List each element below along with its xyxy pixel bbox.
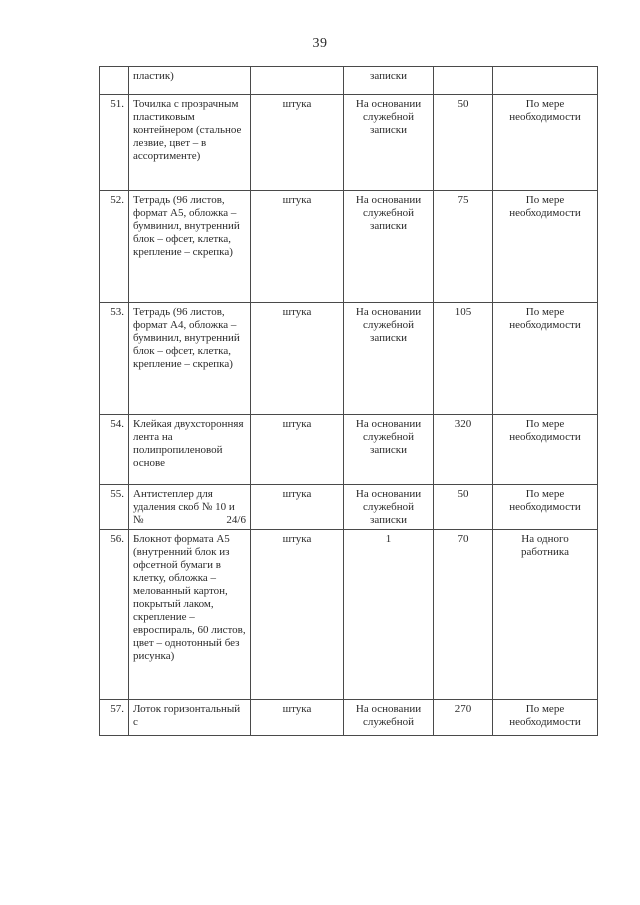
item-quantity: 270: [434, 700, 493, 736]
table-row: [100, 95, 598, 191]
item-number: 53.: [100, 303, 129, 415]
table-row: [100, 415, 598, 485]
item-basis: На основании служебной записки: [344, 95, 434, 191]
item-basis: На основании служебной: [344, 700, 434, 736]
item-unit: штука: [251, 415, 344, 485]
supply-table: [99, 66, 598, 736]
item-period: По мере необходимости: [493, 191, 598, 303]
item-quantity: 50: [434, 95, 493, 191]
item-quantity: 320: [434, 415, 493, 485]
item-number: 55.: [100, 485, 129, 530]
item-quantity: 50: [434, 485, 493, 530]
item-period: [493, 67, 598, 95]
item-name: Тетрадь (96 листов, формат А4, обложка – бумвинил, внутренний блок – офсет, клетка, крепление – скрепка): [129, 303, 251, 415]
item-period: На одного работника: [493, 530, 598, 700]
item-period: По мере необходимости: [493, 95, 598, 191]
item-basis: записки: [344, 67, 434, 95]
item-number: 54.: [100, 415, 129, 485]
item-period: По мере необходимости: [493, 303, 598, 415]
item-basis: На основании служебной записки: [344, 191, 434, 303]
item-period: По мере необходимости: [493, 415, 598, 485]
item-name: Антистеплер для удаления скоб № 10 и № 24/6: [129, 485, 251, 530]
item-name: Точилка с прозрачным пластиковым контейнером (стальное лезвие, цвет – в ассортименте): [129, 95, 251, 191]
item-basis: На основании служебной записки: [344, 415, 434, 485]
item-name: Клейкая двухсторонняя лента на полипропиленовой основе: [129, 415, 251, 485]
table-row: [100, 191, 598, 303]
item-name: пластик): [129, 67, 251, 95]
item-quantity: 105: [434, 303, 493, 415]
table-row: [100, 700, 598, 736]
item-name: Тетрадь (96 листов, формат А5, обложка – бумвинил, внутренний блок – офсет, клетка, крепление – скрепка): [129, 191, 251, 303]
item-name: Блокнот формата А5 (внутренний блок из офсетной бумаги в клетку, обложка – мелованный картон, покрытый лаком, скрепление – евроспираль, 60 листов, цвет – однотонный без рисунка): [129, 530, 251, 700]
item-number: 56.: [100, 530, 129, 700]
table-row: [100, 485, 598, 530]
item-unit: штука: [251, 485, 344, 530]
item-number: 57.: [100, 700, 129, 736]
item-basis: На основании служебной записки: [344, 485, 434, 530]
page-number: 39: [312, 36, 328, 51]
item-basis: На основании служебной записки: [344, 303, 434, 415]
item-unit: штука: [251, 303, 344, 415]
item-name: Лоток горизонтальный с: [129, 700, 251, 736]
item-number: [100, 67, 129, 95]
item-number: 51.: [100, 95, 129, 191]
item-unit: штука: [251, 530, 344, 700]
item-unit: [251, 67, 344, 95]
item-basis: 1: [344, 530, 434, 700]
item-unit: штука: [251, 700, 344, 736]
table-row: [100, 303, 598, 415]
item-quantity: 70: [434, 530, 493, 700]
item-quantity: 75: [434, 191, 493, 303]
item-quantity: [434, 67, 493, 95]
item-number: 52.: [100, 191, 129, 303]
item-period: По мере необходимости: [493, 700, 598, 736]
item-period: По мере необходимости: [493, 485, 598, 530]
item-unit: штука: [251, 191, 344, 303]
table-row: [100, 67, 598, 95]
table-row: [100, 530, 598, 700]
item-unit: штука: [251, 95, 344, 191]
